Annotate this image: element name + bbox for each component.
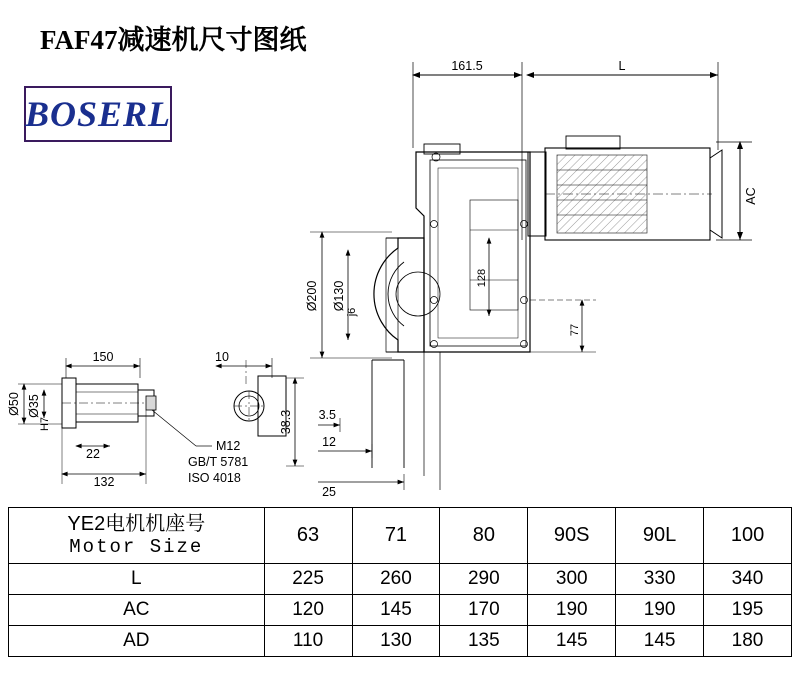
brand-logo-text: BOSERL (24, 94, 172, 134)
dim-161-5: 161.5 (451, 59, 483, 73)
note-standard-iso: ISO 4018 (188, 471, 241, 485)
table-header-label (9, 508, 265, 564)
table-cell: 170 (440, 595, 528, 626)
dim-10: 10 (215, 350, 229, 364)
table-row (9, 564, 792, 595)
dim-AC: AC (744, 187, 758, 205)
table-cell: 195 (704, 595, 792, 626)
table-cell: 260 (352, 564, 440, 595)
table-cell: 290 (440, 564, 528, 595)
table-row (9, 508, 792, 564)
dim-77: 77 (569, 323, 581, 337)
table-cell: 90L (616, 508, 704, 564)
table-cell: 340 (704, 564, 792, 595)
dim-dia130-tolerance: j6 (346, 307, 358, 317)
table-cell: 63 (264, 508, 352, 564)
dim-dia200: Ø200 (305, 280, 319, 312)
dim-150: 150 (92, 350, 114, 364)
table-cell: 225 (264, 564, 352, 595)
table-cell: 300 (528, 564, 616, 595)
note-bolt-m12: M12 (216, 439, 241, 453)
dim-132: 132 (93, 475, 115, 489)
table-cell: 100 (704, 508, 792, 564)
table-header-label-en: Motor Size (69, 535, 204, 558)
dim-3-5: 3.5 (318, 408, 336, 422)
note-standard-gbt: GB/T 5781 (188, 455, 249, 469)
dim-dia130: Ø130 (332, 280, 346, 312)
dim-dia35-tolerance: H7 (39, 416, 51, 432)
motor-size-table (8, 507, 792, 657)
table-cell: 190 (528, 595, 616, 626)
dim-dia50: Ø50 (7, 392, 21, 416)
table-cell: 190 (616, 595, 704, 626)
table-cell: 90S (528, 508, 616, 564)
table-row-label-ac: AC (9, 595, 265, 626)
table-cell: 71 (352, 508, 440, 564)
table-cell: 135 (440, 626, 528, 657)
table-header-label-cn: YE2电机机座号 (67, 512, 206, 535)
table-cell: 145 (352, 595, 440, 626)
table-cell: 330 (616, 564, 704, 595)
table-row-label-l: L (9, 564, 265, 595)
dim-128: 128 (476, 268, 488, 288)
dim-25: 25 (322, 485, 336, 499)
table-cell: 130 (352, 626, 440, 657)
table-cell: 120 (264, 595, 352, 626)
table-row (9, 595, 792, 626)
table-cell: 180 (704, 626, 792, 657)
dim-22: 22 (86, 447, 100, 461)
table-cell: 145 (616, 626, 704, 657)
dim-12: 12 (322, 435, 336, 449)
table-row (9, 626, 792, 657)
page-title: FAF47减速机尺寸图纸 (40, 25, 307, 55)
dim-L: L (618, 59, 626, 73)
table-cell: 110 (264, 626, 352, 657)
dim-dia35: Ø35 (27, 394, 41, 418)
dim-38-3: 38.3 (279, 409, 293, 435)
table-cell: 80 (440, 508, 528, 564)
table-cell: 145 (528, 626, 616, 657)
table-row-label-ad: AD (9, 626, 265, 657)
